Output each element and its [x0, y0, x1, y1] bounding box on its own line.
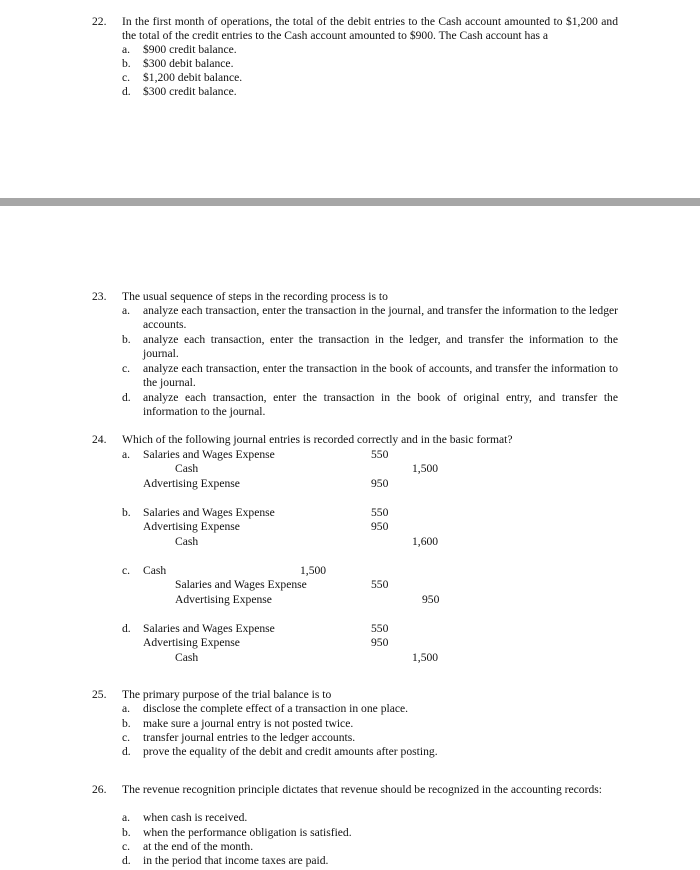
account-name: Advertising Expense [143, 636, 240, 649]
debit-amount: 550 [371, 622, 389, 635]
page-divider [0, 198, 700, 206]
option-letter: d. [122, 622, 131, 635]
credit-amount: 950 [422, 593, 440, 606]
question-stem: The primary purpose of the trial balance is to [122, 688, 332, 701]
account-name: Cash [143, 564, 167, 577]
account-name: Salaries and Wages Expense [143, 622, 275, 635]
question-number: 25. [92, 688, 107, 701]
debit-amount: 550 [371, 448, 389, 461]
debit-amount: 950 [371, 477, 389, 490]
debit-amount: 1,500 [300, 564, 327, 577]
account-name: Salaries and Wages Expense [143, 506, 275, 519]
account-name: Salaries and Wages Expense [175, 578, 307, 591]
option-letter: a. [122, 448, 131, 461]
question-stem: Which of the following journal entries is recorded correctly and in the basic format? [122, 433, 513, 446]
account-name: Advertising Expense [143, 520, 240, 533]
question-stem: The revenue recognition principle dictates that revenue should be recognized in the accounting records: [122, 783, 602, 796]
question-number: 24. [92, 433, 107, 446]
credit-amount: 1,500 [412, 462, 439, 475]
question-number: 23. [92, 290, 107, 303]
question-number: 22. [92, 15, 107, 28]
question-stem: The usual sequence of steps in the recording process is to [122, 290, 388, 303]
debit-amount: 550 [371, 506, 389, 519]
debit-amount: 950 [371, 636, 389, 649]
account-name: Cash [175, 462, 199, 475]
debit-amount: 950 [371, 520, 389, 533]
question-stem: In the first month of operations, the total of the debit entries to the Cash account amounted to $1,200 and the total of the credit entries to the Cash account amounted to $900. The Cash account has a [122, 15, 618, 42]
credit-amount: 1,600 [412, 535, 439, 548]
question-number: 26. [92, 783, 107, 796]
option-letter: c. [122, 564, 131, 577]
account-name: Cash [175, 651, 199, 664]
credit-amount: 1,500 [412, 651, 439, 664]
account-name: Advertising Expense [175, 593, 272, 606]
page: 22. In the first month of operations, the total of the debit entries to the Cash account amounted to $1,200 and the total of the credit entries to the Cash account amounted to $900. The Cash account has a a. $900 credit balance. b. $300 debit balance. c. $1,200 debit balance. d. $300 credit balance. 23. The usual sequence of steps in the recording process is to a. analyze each transaction, enter the transaction in the journal, and transfer the information to the ledger accounts. b. analyze each transaction, enter the transaction in the ledger, and transfer the information to the journal. c. analyze each transaction, enter the transaction in the book of accounts, and transfer the information to the journal. d. analyze each transaction, enter the transaction in the book of original entry, and transfer the information to the journal. 24. Which of the following journal entries is recorded correctly and in the basic format? a. Salaries and Wages Expense 550 Cash 1,500 Advertising Expense 950 b. Salaries and Wages Expense 550 Advertising Expense 950 Cash 1,600 c. Cash 1,500 Salaries and Wages Expense 550 Advertising Expense 950 d. Salaries and Wages Expense 550 Advertising Expense 950 Cash 1,500 25. The primary purpose of the trial balance is to a. disclose the complete effect of a transaction in one place. b. make sure a journal entry is not posted twice. c. transfer journal entries to the ledger accounts. d. prove the equality of the debit and credit amounts after posting. 26. The revenue recognition principle dictates that revenue should be recognized in the accounting records: a. when cash is received. b. when the performance obligation is satisfied. c. at the end of the month. d. in the period that income taxes are paid. [0, 0, 700, 870]
account-name: Advertising Expense [143, 477, 240, 490]
option-letter: b. [122, 506, 131, 519]
account-name: Salaries and Wages Expense [143, 448, 275, 461]
debit-amount: 550 [371, 578, 389, 591]
account-name: Cash [175, 535, 199, 548]
